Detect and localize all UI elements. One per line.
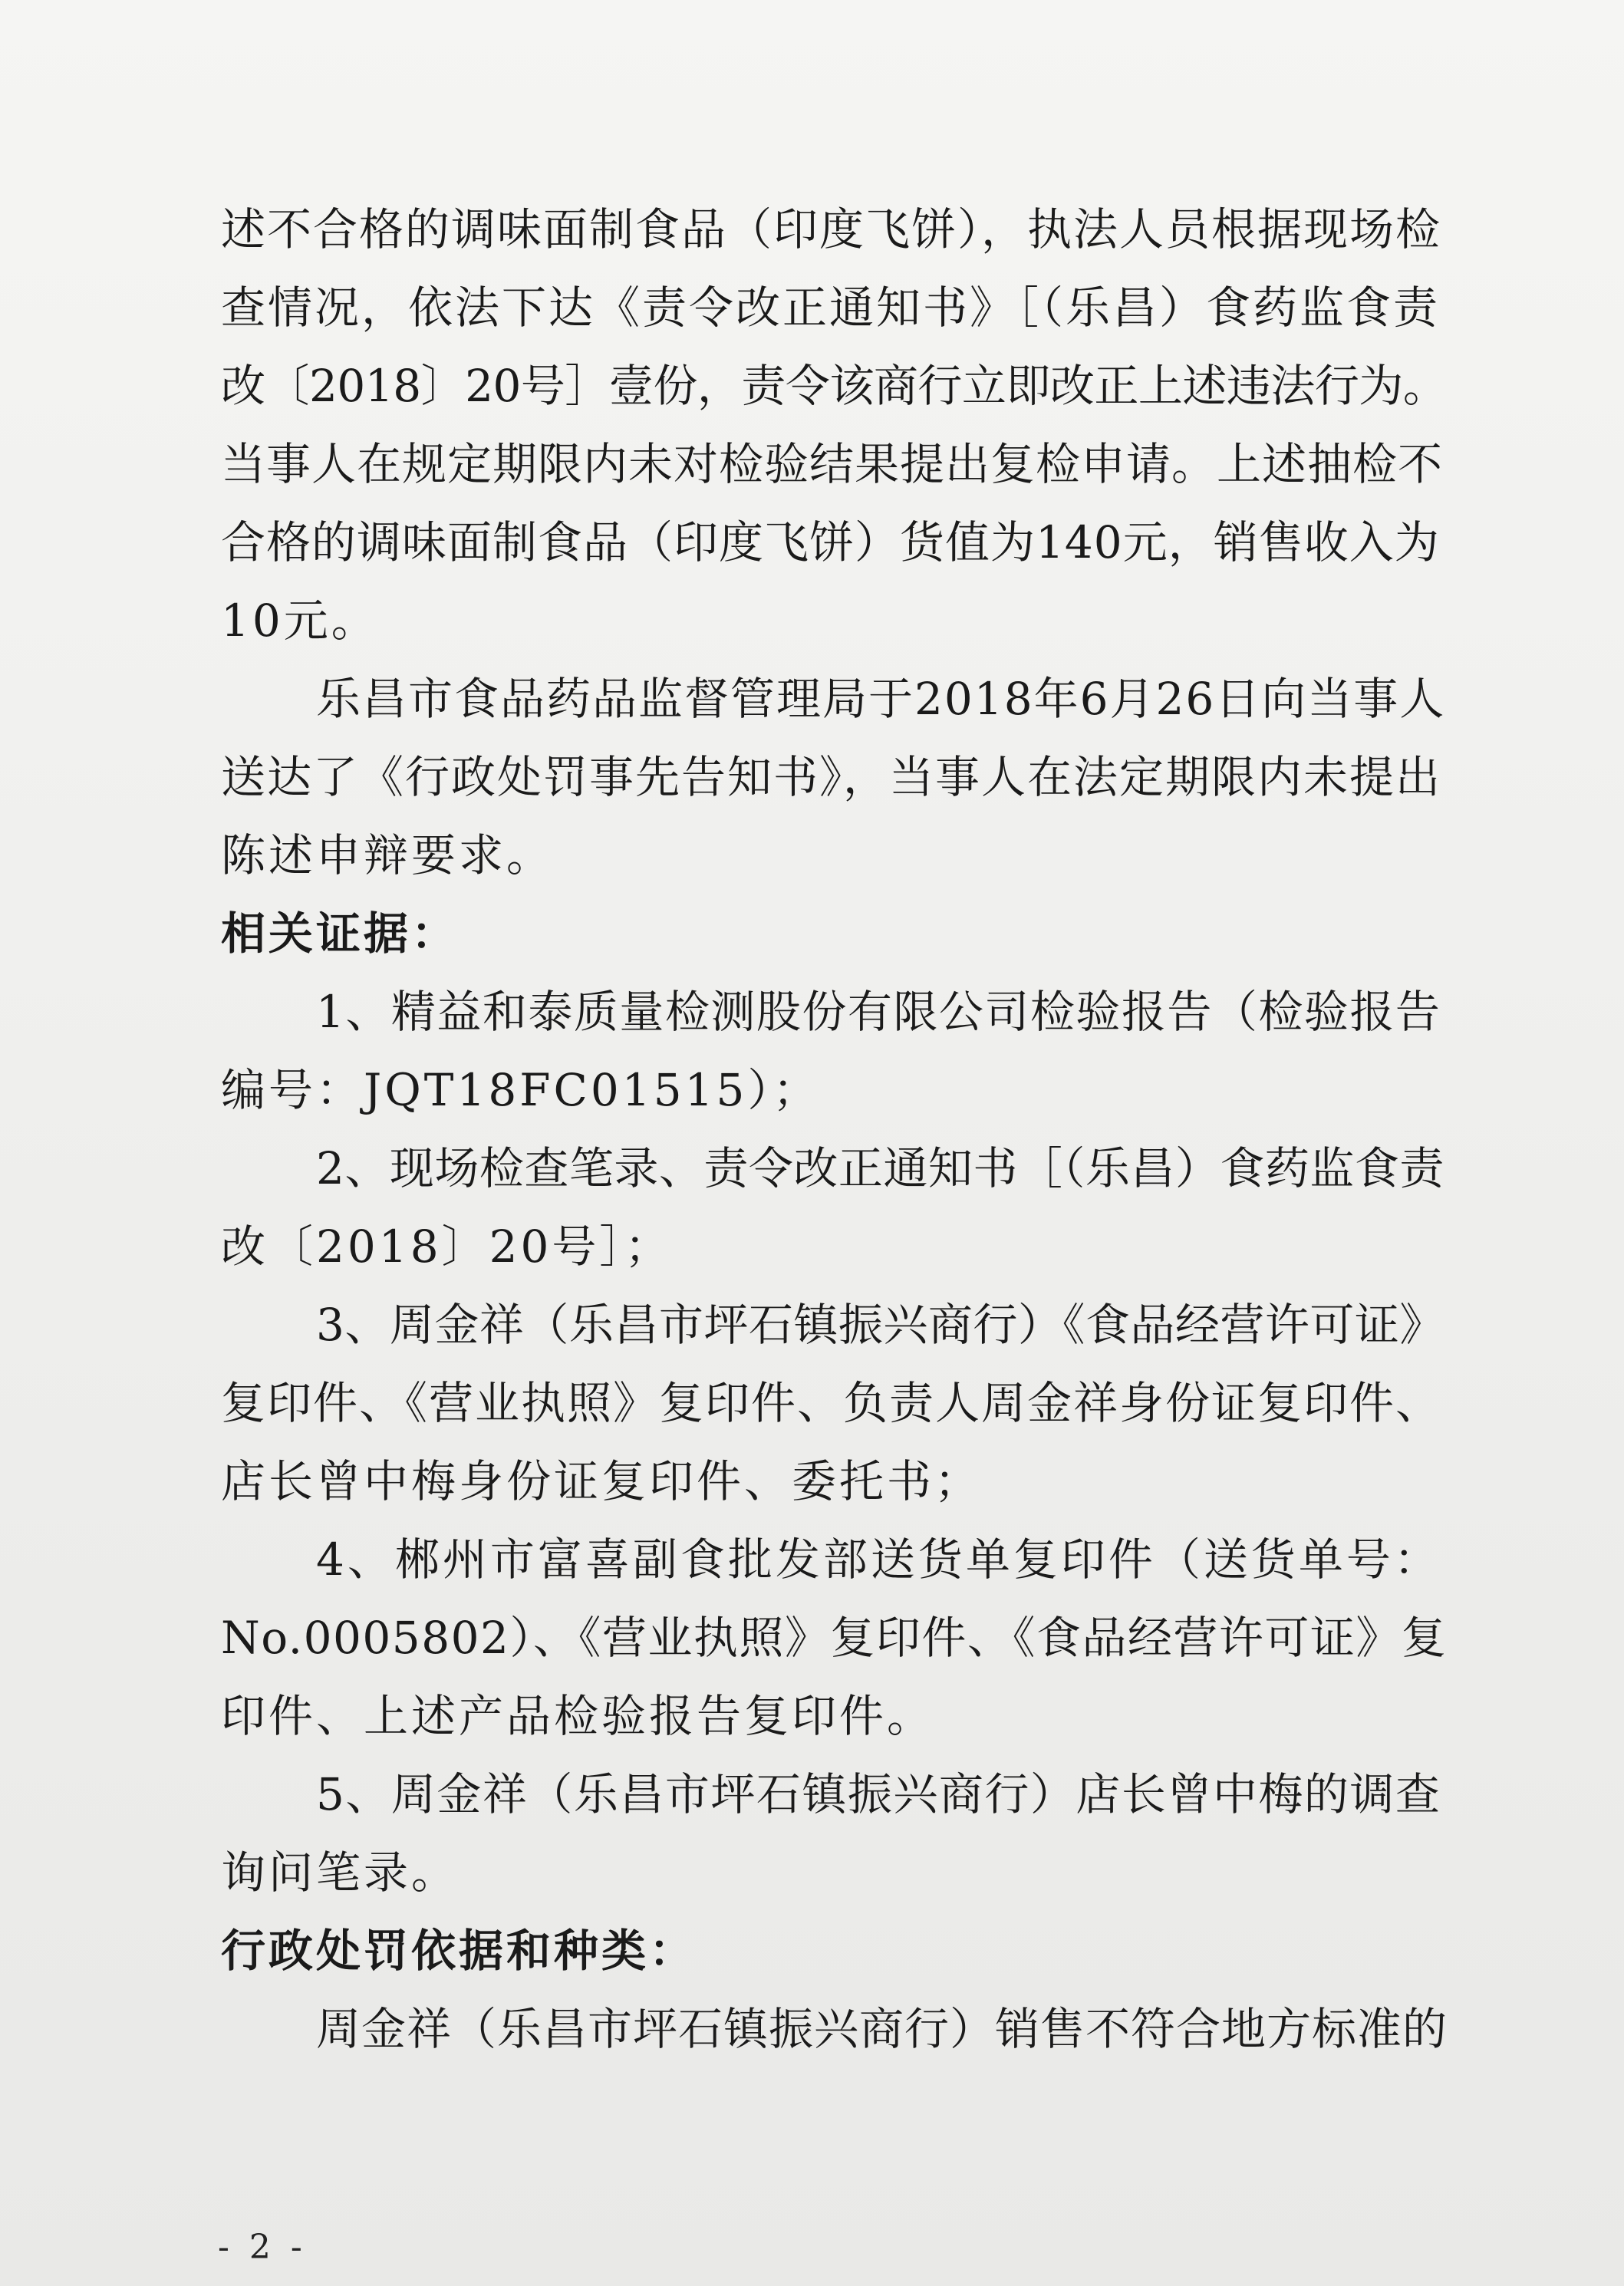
text-line: 合格的调味面制食品（印度飞饼）货值为140元，销售收入为: [221, 516, 1440, 568]
document-body: [221, 190, 1448, 2068]
text-line: 送达了《行政处罚事先告知书》，当事人在法定期限内未提出: [221, 751, 1442, 803]
text-line: 述不合格的调味面制食品（印度飞饼），执法人员根据现场检: [221, 203, 1442, 255]
text-line: 当事人在规定期限内未对检验结果提出复检申请。上述抽检不: [221, 438, 1444, 490]
text-line: 印件、上述产品检验报告复印件。: [221, 1690, 935, 1742]
text-line: 1、精益和泰质量检测股份有限公司检验报告（检验报告: [316, 986, 1441, 1038]
text-line: 乐昌市食品药品监督管理局于2018年6月26日向当事人: [316, 673, 1446, 725]
text-line: 2、现场检查笔录、责令改正通知书［（乐昌）食药监食责: [316, 1142, 1444, 1194]
text-line: 改〔2018〕20号］壹份，责令该商行立即改正上述违法行为。: [221, 360, 1448, 412]
text-line: 询问笔录。: [221, 1846, 460, 1899]
text-line: 周金祥（乐昌市坪石镇振兴商行）销售不符合地方标准的: [316, 2003, 1448, 2055]
text-line: No.0005802）、《营业执照》复印件、《食品经营许可证》复: [221, 1612, 1448, 1664]
text-line: 编号：JQT18FC01515）；: [221, 1064, 821, 1116]
text-line: 改〔2018〕20号］；: [221, 1220, 673, 1273]
text-line: 10元。: [221, 595, 379, 647]
page-number: - 2 -: [218, 2228, 307, 2267]
text-line: 复印件、《营业执照》复印件、负责人周金祥身份证复印件、: [221, 1377, 1442, 1429]
section-heading-evidence: 相关证据：: [221, 907, 460, 960]
text-line: 3、周金祥（乐昌市坪石镇振兴商行）《食品经营许可证》: [316, 1299, 1444, 1351]
text-line: 4、郴州市富喜副食批发部送货单复印件（送货单号：: [316, 1533, 1441, 1586]
text-line: 店长曾中梅身份证复印件、委托书；: [221, 1455, 983, 1507]
text-line: 5、周金祥（乐昌市坪石镇振兴商行）店长曾中梅的调查: [316, 1768, 1441, 1820]
text-line: 陈述申辩要求。: [221, 829, 555, 881]
section-heading-penalty-basis: 行政处罚依据和种类：: [221, 1925, 697, 1977]
text-line: 查情况，依法下达《责令改正通知书》［（乐昌）食药监食责: [221, 282, 1441, 334]
